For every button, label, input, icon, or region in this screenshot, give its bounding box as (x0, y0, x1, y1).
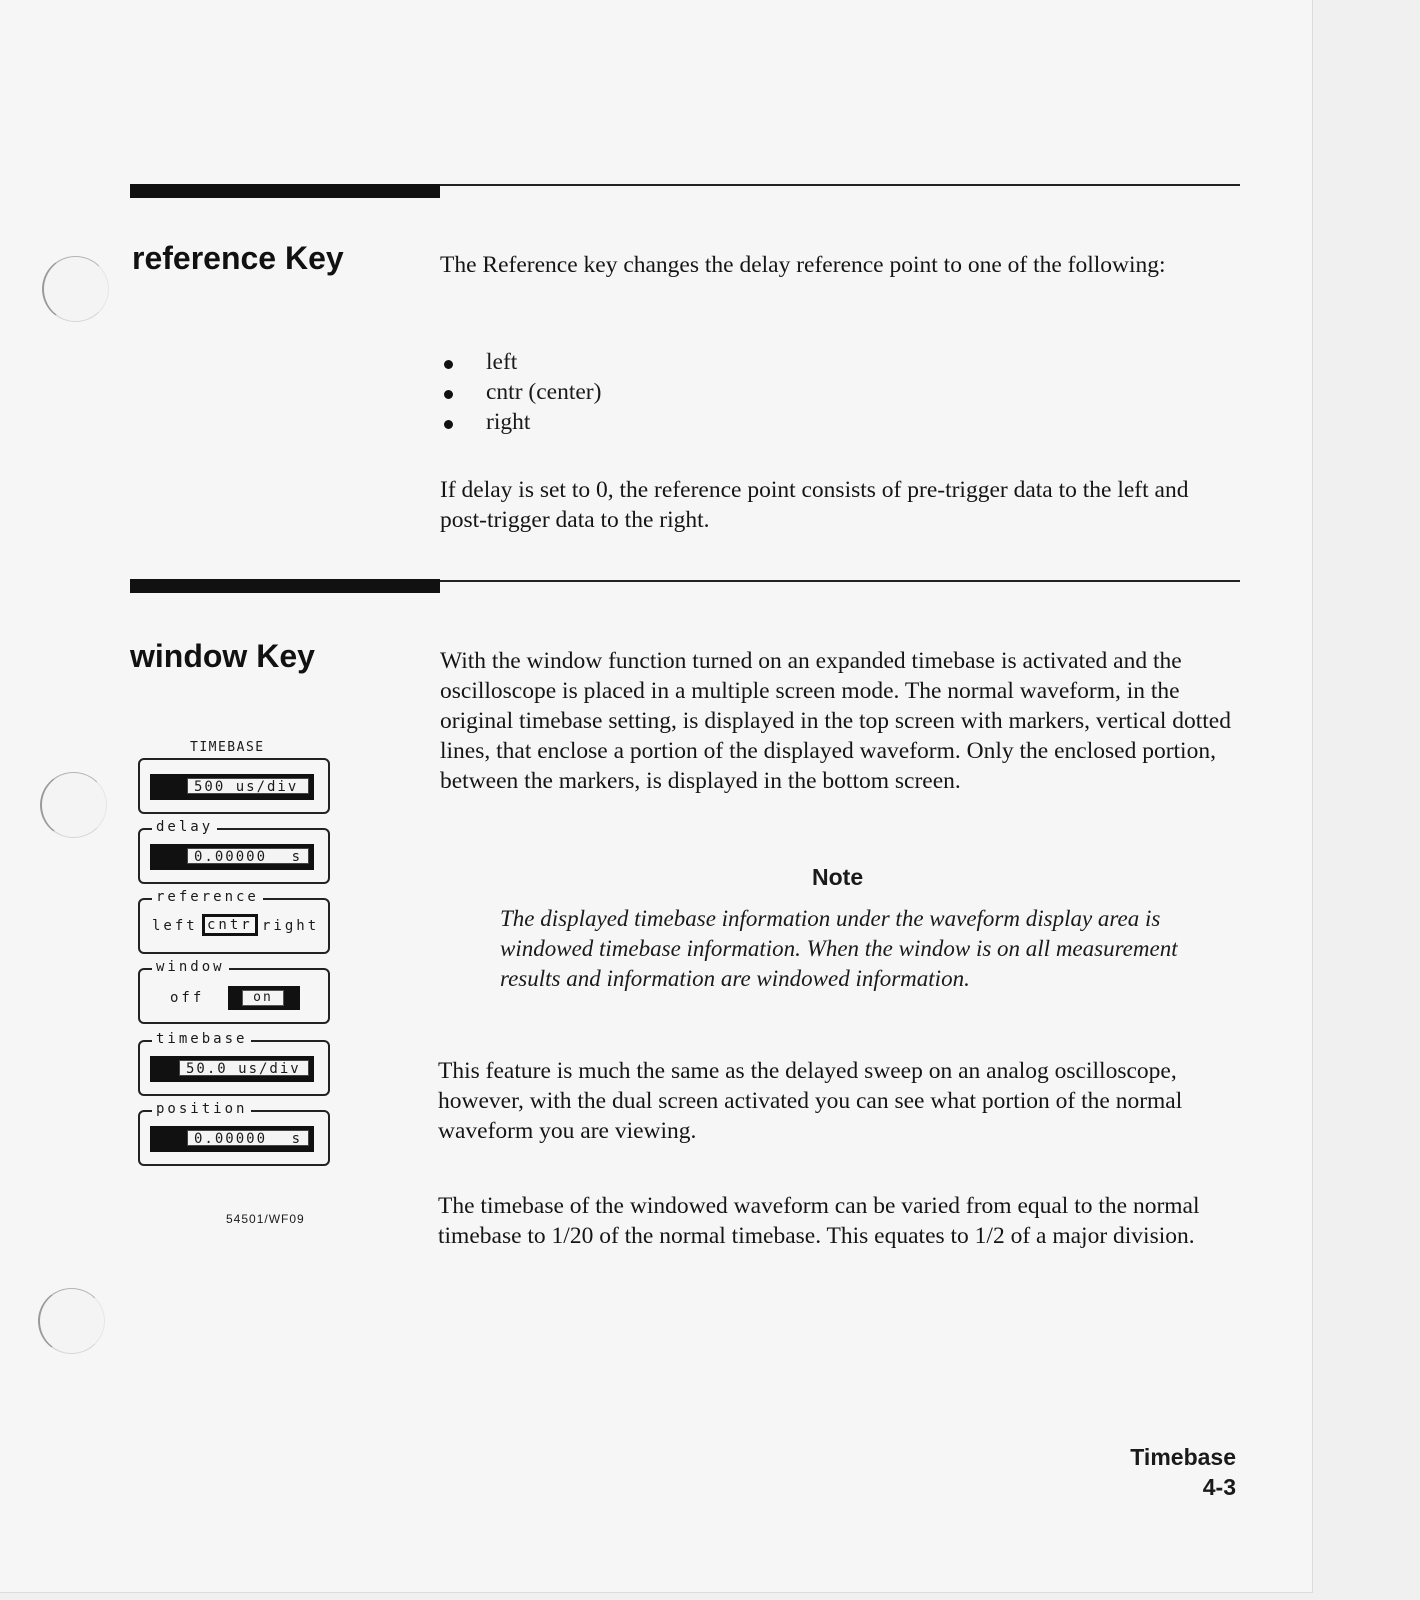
delay-value-field (187, 848, 309, 864)
figure-code: 54501/WF09 (226, 1212, 305, 1226)
window-label: window (152, 959, 229, 975)
list-item: right (440, 407, 601, 437)
timebase-value: 500 us/div (187, 778, 309, 794)
window-timebase-softkey[interactable] (138, 1031, 330, 1096)
window-timebase-label: timebase (152, 1031, 251, 1047)
reference-option-left[interactable]: left (152, 918, 198, 934)
position-value: 0.00000 (194, 1131, 268, 1147)
delay-value: 0.00000 (194, 849, 268, 865)
binder-hole-bottom (38, 1288, 105, 1354)
window-key-title: window Key (130, 638, 315, 674)
timebase-softkey[interactable] (138, 758, 330, 814)
reference-option-cntr[interactable]: cntr (202, 914, 258, 936)
window-timebase-readout (150, 1056, 314, 1082)
reference-option-right[interactable]: right (262, 918, 320, 934)
note-text: The displayed timebase information under the waveform display area is windowed timebase information. When the window is on all measurement results and information are windowed information. (500, 906, 1178, 991)
position-label: position (152, 1101, 251, 1117)
binder-hole-top (42, 256, 109, 322)
window-option-on: on (242, 990, 284, 1006)
delay-label: delay (152, 819, 217, 835)
window-paragraph-1: With the window function turned on an expanded timebase is activated and the oscilloscope is placed in a multiple screen mode. The normal waveform, in the original timebase setting, is displayed in the top screen with markers, vertical dotted lines, that enclose a portion of the displayed waveform. Only the enclosed portion, between the markers, is displayed in the bottom screen. (440, 648, 1231, 794)
window-paragraph-2: This feature is much the same as the delayed sweep on an analog oscilloscope, however, with the dual screen activated you can see what portion of the normal waveform you are viewing. (438, 1058, 1183, 1144)
window-option-on-highlight[interactable] (228, 986, 300, 1010)
reference-options-list (440, 347, 601, 437)
footer-chapter: Timebase (1130, 1444, 1236, 1470)
position-softkey[interactable] (138, 1101, 330, 1166)
window-option-off[interactable]: off (170, 990, 205, 1006)
window-paragraph-3: The timebase of the windowed waveform can be varied from equal to the normal timebase to 1/20 of the normal timebase. This equates to 1/2 of a major division. (438, 1193, 1200, 1249)
softkey-panel-header: TIMEBASE (190, 740, 265, 755)
window-softkey[interactable] (138, 959, 330, 1024)
reference-label: reference (152, 889, 263, 905)
footer-page-number: 4-3 (1202, 1474, 1236, 1500)
note-title: Note (812, 864, 864, 890)
section-divider-line (440, 580, 1240, 582)
delay-softkey[interactable] (138, 819, 330, 884)
position-readout (150, 1126, 314, 1152)
section-divider-bar (130, 184, 440, 198)
position-value-field (187, 1130, 309, 1146)
window-timebase-value: 50.0 us/div (179, 1060, 309, 1076)
binder-hole-middle (40, 772, 107, 838)
position-unit: s (291, 1131, 302, 1147)
delay-unit: s (291, 849, 302, 865)
reference-key-title: reference Key (132, 240, 344, 276)
reference-intro: The Reference key changes the delay reference point to one of the following: (440, 252, 1166, 278)
delay-readout (150, 844, 314, 870)
timebase-readout (150, 774, 314, 800)
list-item: left (440, 347, 601, 377)
section-divider-bar (130, 579, 440, 593)
section-divider-line (440, 184, 1240, 186)
list-item: cntr (center) (440, 377, 601, 407)
reference-delay-paragraph: If delay is set to 0, the reference point consists of pre-trigger data to the left and post-trigger data to the right. (440, 477, 1189, 533)
reference-softkey[interactable] (138, 889, 330, 954)
